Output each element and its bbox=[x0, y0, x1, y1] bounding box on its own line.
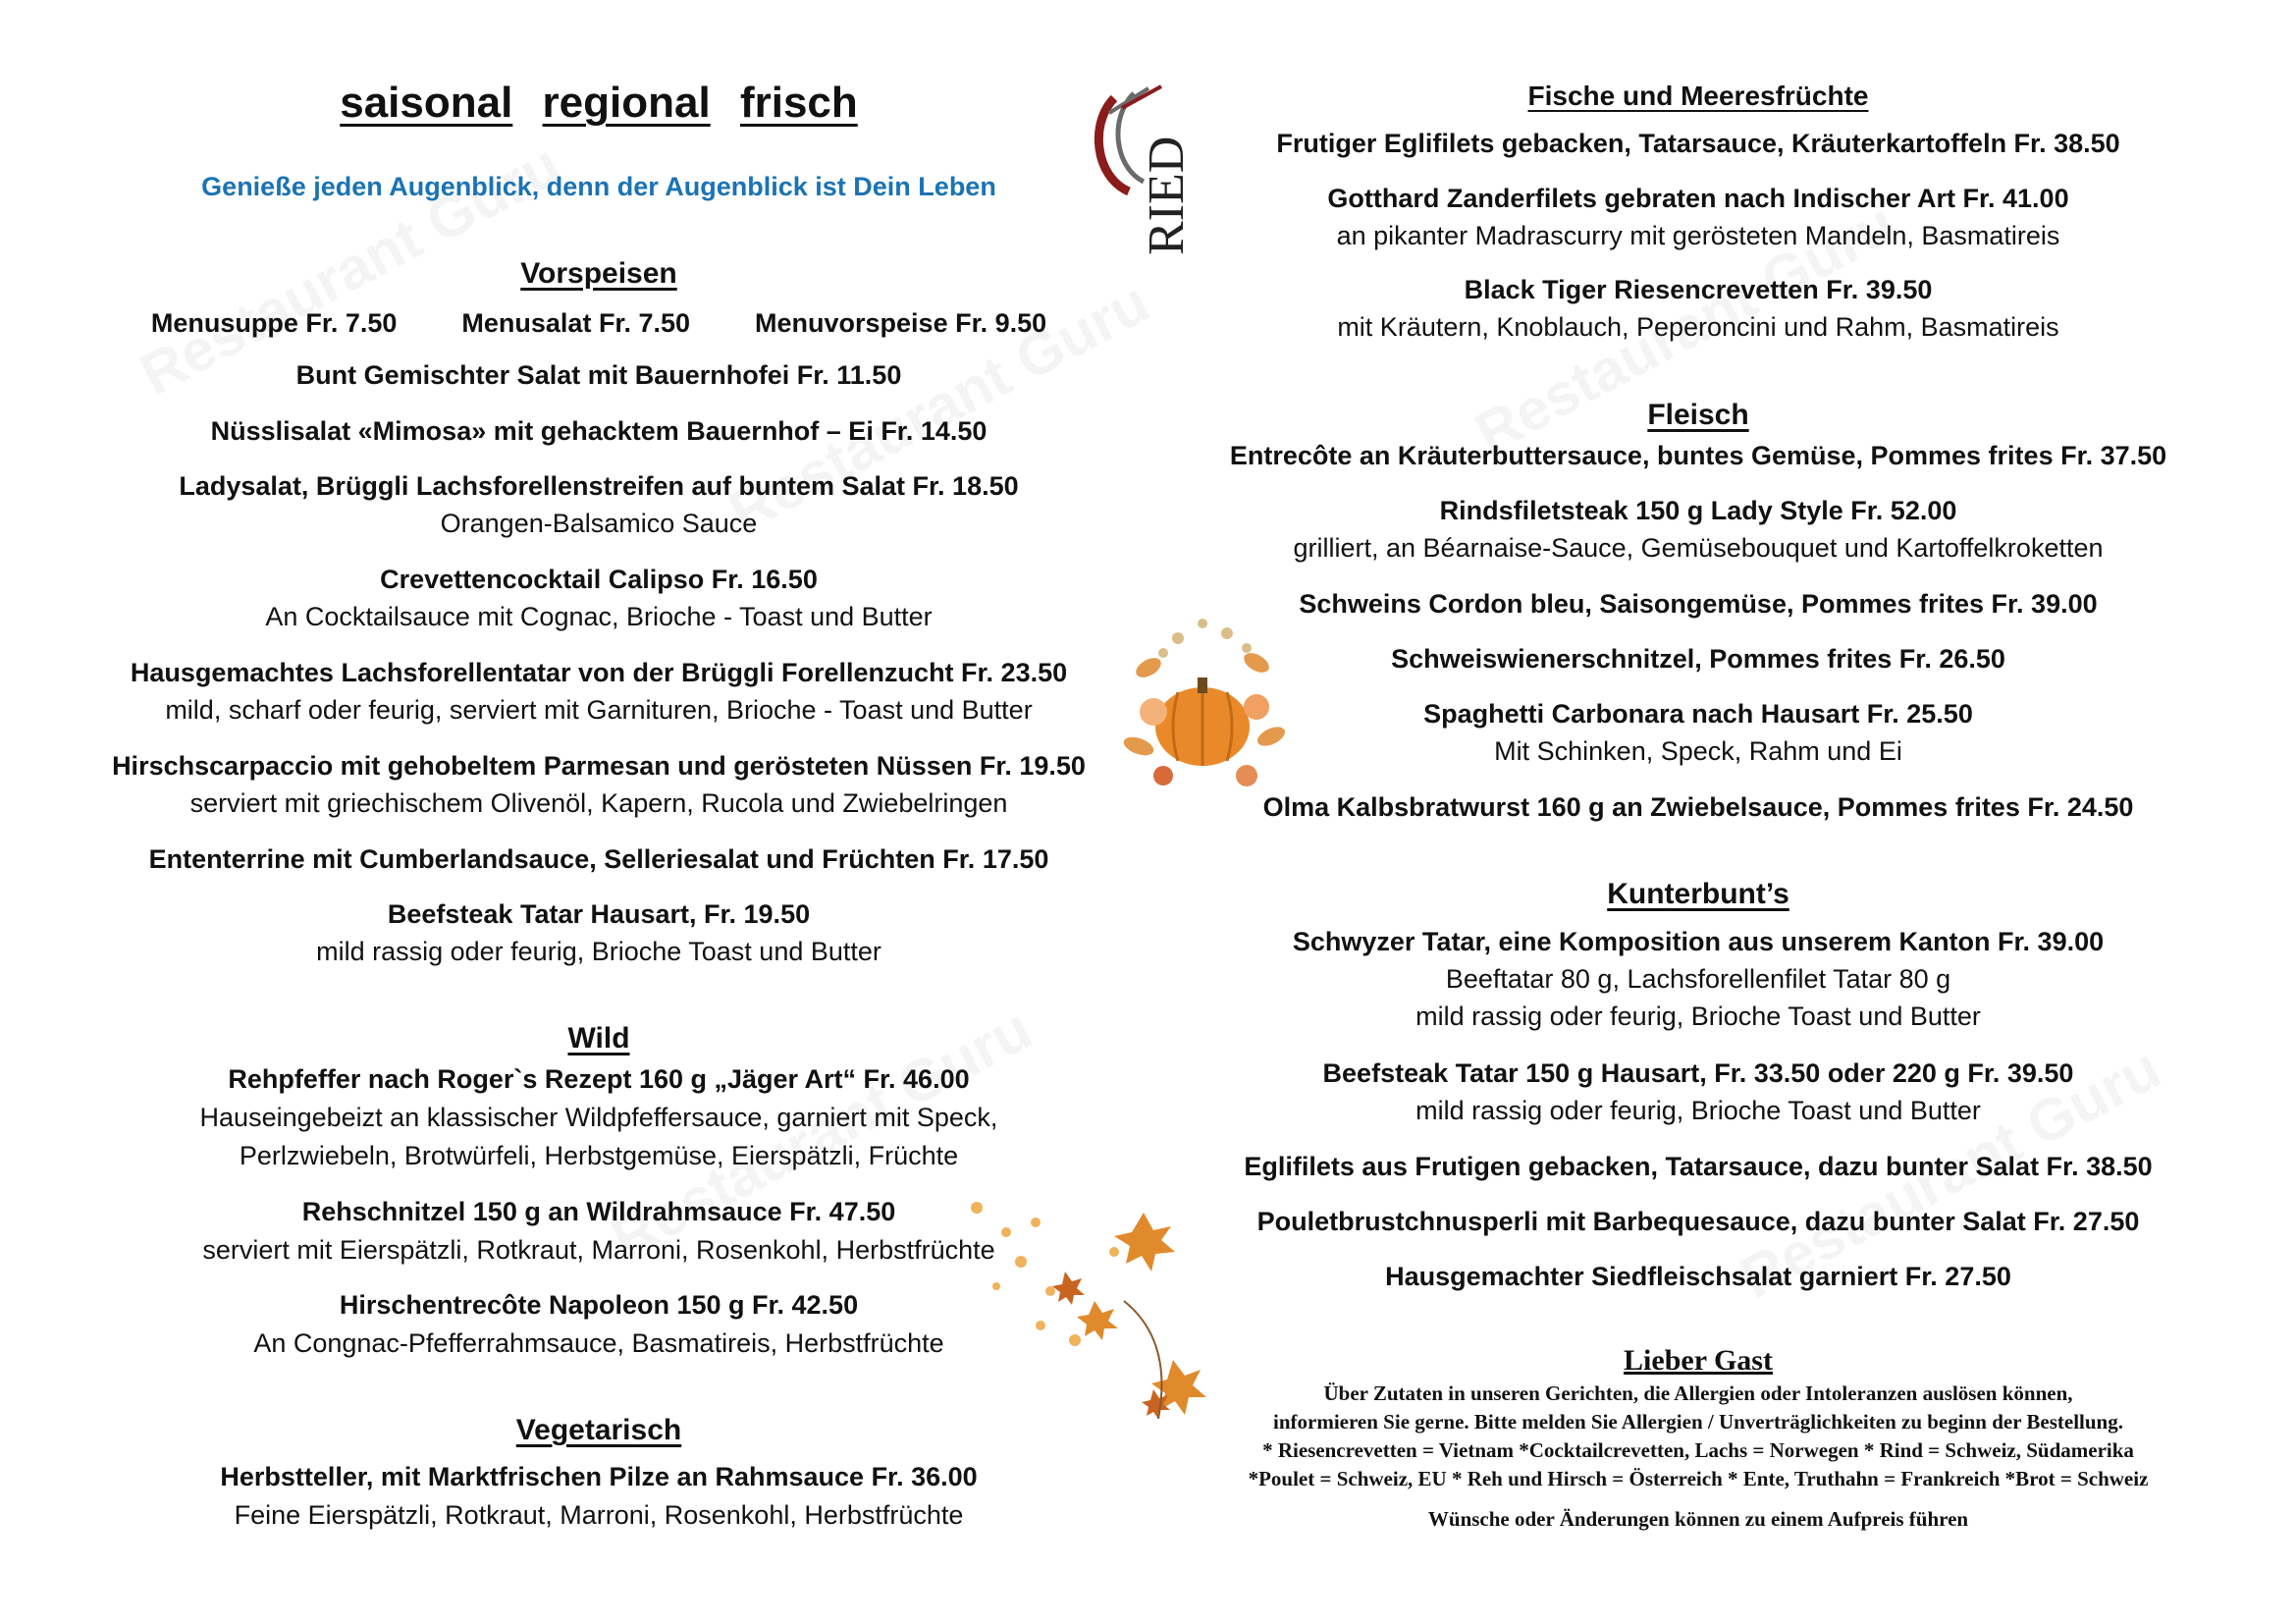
menu-item: Rehschnitzel 150 g an Wildrahmsauce Fr. 47.50 bbox=[301, 1197, 896, 1226]
section-heading-kunterbunt: Kunterbunt’s bbox=[1607, 878, 1789, 910]
menu-item-desc: Perlzwiebeln, Brotwürfeli, Herbstgemüse, Eierspätzli, Früchte bbox=[239, 1141, 959, 1170]
menu-item: Crevettencocktail Calipso Fr. 16.50 bbox=[380, 565, 818, 594]
menu-item-desc: an pikanter Madrascurry mit gerösteten Mandeln, Basmatireis bbox=[1336, 221, 2060, 250]
section-heading-vegetarisch: Vegetarisch bbox=[515, 1414, 682, 1446]
guest-notice-line: *Poulet = Schweiz, EU * Reh und Hirsch = Österreich * Ente, Truthahn = Frankreich *Brot = Schweiz bbox=[1248, 1467, 2149, 1490]
menu-item-desc: mild rassig oder feurig, Brioche Toast und Butter bbox=[316, 937, 881, 966]
menu-item: Olma Kalbsbratwurst 160 g an Zwiebelsauce, Pommes frites Fr. 24.50 bbox=[1262, 792, 2134, 822]
falling-leaves-icon bbox=[947, 1193, 1212, 1434]
menu-item-desc: An Congnac-Pfefferrahmsauce, Basmatireis, Herbstfrüchte bbox=[253, 1328, 944, 1358]
guest-notice-heading: Lieber Gast bbox=[1624, 1344, 1773, 1377]
menu-item-desc: grilliert, an Béarnaise-Sauce, Gemüsebouquet und Kartoffelkroketten bbox=[1293, 533, 2104, 563]
menu-item: Rehpfeffer nach Roger`s Rezept 160 g „Jäger Art“ Fr. 46.00 bbox=[228, 1064, 970, 1094]
motto: Genieße jeden Augenblick, denn der Augenblick ist Dein Leben bbox=[201, 172, 996, 201]
section-heading-vorspeisen: Vorspeisen bbox=[520, 257, 677, 290]
menu-item: Hausgemachtes Lachsforellentatar von der Brüggli Forellenzucht Fr. 23.50 bbox=[130, 658, 1068, 687]
title-word: saisonal bbox=[340, 79, 513, 127]
menu-item: Hirschentrecôte Napoleon 150 g Fr. 42.50 bbox=[339, 1290, 859, 1320]
menu-item: Rindsfiletsteak 150 g Lady Style Fr. 52.00 bbox=[1439, 496, 1957, 525]
menu-item: Spaghetti Carbonara nach Hausart Fr. 25.50 bbox=[1423, 699, 1973, 729]
title-word: frisch bbox=[739, 79, 858, 127]
menu-item-desc: Hauseingebeizt an klassischer Wildpfeffersauce, garniert mit Speck, bbox=[199, 1103, 998, 1132]
menu-item-desc: Feine Eierspätzli, Rotkraut, Marroni, Rosenkohl, Herbstfrüchte bbox=[234, 1500, 964, 1530]
menu-item-desc: Beeftatar 80 g, Lachsforellenfilet Tatar 80 g bbox=[1445, 964, 1951, 994]
guest-notice-footer: Wünsche oder Änderungen können zu einem Aufpreis führen bbox=[1427, 1507, 1969, 1531]
menu-item-desc: Orangen-Balsamico Sauce bbox=[440, 509, 758, 538]
menu-item: Beefsteak Tatar Hausart, Fr. 19.50 bbox=[387, 899, 811, 929]
menu-item: Gotthard Zanderfilets gebraten nach Indischer Art Fr. 41.00 bbox=[1327, 184, 2069, 213]
menu-item: Entrecôte an Kräuterbuttersauce, buntes Gemüse, Pommes frites Fr. 37.50 bbox=[1229, 441, 2167, 470]
guest-notice-line: informieren Sie gerne. Bitte melden Sie Allergien / Unverträglichkeiten zu beginn der Bestellung. bbox=[1273, 1410, 2123, 1434]
menu-item: Schwyzer Tatar, eine Komposition aus unserem Kanton Fr. 39.00 bbox=[1292, 927, 2105, 956]
menu-item-desc: An Cocktailsauce mit Cognac, Brioche - Toast und Butter bbox=[265, 602, 933, 631]
menu-item: Frutiger Eglifilets gebacken, Tatarsauce, Kräuterkartoffeln Fr. 38.50 bbox=[1276, 129, 2120, 158]
menu-item-desc: serviert mit griechischem Olivenöl, Kapern, Rucola und Zwiebelringen bbox=[189, 788, 1008, 818]
menu-item: Schweiswienerschnitzel, Pommes frites Fr. 26.50 bbox=[1391, 644, 2005, 674]
ried-logo-icon bbox=[1085, 79, 1202, 265]
menu-item: Schweins Cordon bleu, Saisongemüse, Pommes frites Fr. 39.00 bbox=[1299, 589, 2098, 619]
menu-row bbox=[79, 304, 1119, 342]
menu-item: Hausgemachter Siedfleischsalat garniert Fr. 27.50 bbox=[1385, 1262, 2011, 1291]
menu-item-desc: mild rassig oder feurig, Brioche Toast und Butter bbox=[1415, 1001, 1981, 1031]
section-heading-fleisch: Fleisch bbox=[1647, 399, 1749, 431]
menu-item: Nüsslisalat «Mimosa» mit gehacktem Bauernhof – Ei Fr. 14.50 bbox=[210, 416, 988, 446]
guest-notice-line: * Riesencrevetten = Vietnam *Cocktailcrevetten, Lachs = Norwegen * Rind = Schweiz, Südamerika bbox=[1262, 1438, 2134, 1462]
title-word: regional bbox=[542, 79, 711, 127]
menu-item-desc: mild rassig oder feurig, Brioche Toast und Butter bbox=[1415, 1096, 1981, 1125]
menu-item: Menuvorspeise Fr. 9.50 bbox=[755, 308, 1047, 338]
guest-notice-line: Über Zutaten in unseren Gerichten, die Allergien oder Intoleranzen auslösen können, bbox=[1323, 1381, 2073, 1405]
menu-item: Ladysalat, Brüggli Lachsforellenstreifen auf buntem Salat Fr. 18.50 bbox=[179, 471, 1019, 501]
menu-item: Herbstteller, mit Marktfrischen Pilze an Rahmsauce Fr. 36.00 bbox=[220, 1462, 978, 1491]
menu-item: Bunt Gemischter Salat mit Bauernhofei Fr. 11.50 bbox=[295, 360, 902, 390]
menu-item: Pouletbrustchnusperli mit Barbequesauce, dazu bunter Salat Fr. 27.50 bbox=[1256, 1207, 2140, 1236]
menu-item: Eglifilets aus Frutigen gebacken, Tatarsauce, dazu bunter Salat Fr. 38.50 bbox=[1244, 1152, 2153, 1181]
menu-item-desc: mit Kräutern, Knoblauch, Peperoncini und Rahm, Basmatireis bbox=[1337, 312, 2059, 342]
menu-item: Hirschscarpaccio mit gehobeltem Parmesan und gerösteten Nüssen Fr. 19.50 bbox=[112, 751, 1086, 781]
menu-item: Menusuppe Fr. 7.50 bbox=[150, 308, 398, 338]
menu-item: Ententerrine mit Cumberlandsauce, Selleriesalat und Früchten Fr. 17.50 bbox=[148, 844, 1049, 874]
section-heading-wild: Wild bbox=[567, 1022, 630, 1055]
menu-item: Menusalat Fr. 7.50 bbox=[461, 308, 691, 338]
svg-text:RIED: RIED bbox=[1139, 135, 1195, 255]
menu-item: Beefsteak Tatar 150 g Hausart, Fr. 33.50 oder 220 g Fr. 39.50 bbox=[1322, 1058, 2074, 1088]
page-title bbox=[79, 79, 1119, 128]
section-heading-fische: Fische und Meeresfrüchte bbox=[1527, 81, 1869, 111]
menu-item-desc: mild, scharf oder feurig, serviert mit Garnituren, Brioche - Toast und Butter bbox=[165, 695, 1033, 725]
menu-item-desc: serviert mit Eierspätzli, Rotkraut, Marroni, Rosenkohl, Herbstfrüchte bbox=[202, 1235, 995, 1265]
menu-item: Black Tiger Riesencrevetten Fr. 39.50 bbox=[1464, 275, 1933, 304]
menu-item-desc: Mit Schinken, Speck, Rahm und Ei bbox=[1494, 736, 1902, 766]
